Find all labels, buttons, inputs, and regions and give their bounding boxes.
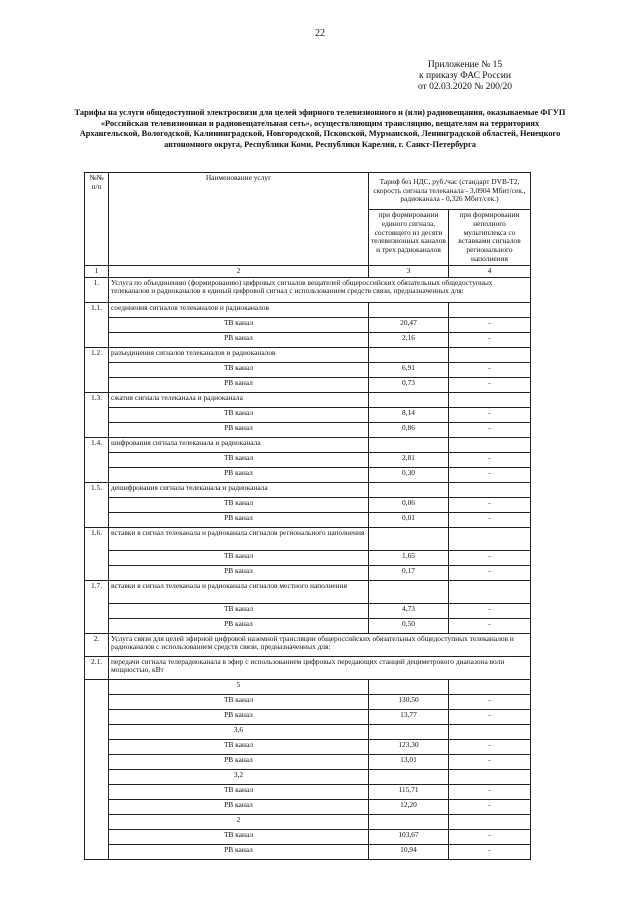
header-row	[85, 173, 531, 210]
item-name: дешифрования сигнала телеканала и радиоканала	[109, 482, 369, 497]
dash: -	[449, 407, 531, 422]
item-num: 1.6.	[85, 527, 109, 580]
rv-label: РВ канал	[109, 512, 369, 527]
table-row	[85, 739, 531, 754]
appendix-reference	[405, 60, 525, 93]
header-index: 1	[85, 265, 109, 277]
table-row	[85, 754, 531, 769]
tv-value: 130,50	[369, 694, 449, 709]
dash: -	[449, 784, 531, 799]
section-2-text: Услуга связи для целей эфирной цифровой наземной трансляции общероссийских обязательных общедоступных телеканалов и радиоканалов с использованием средств связи, предназначенных для:	[109, 633, 531, 656]
power-value: 3,2	[109, 769, 369, 784]
table-row	[85, 769, 531, 784]
header-col4: при формировании неполного мультиплекса со вставками сигналов регионального наполнения	[449, 210, 531, 266]
item-name: сжатия сигнала телеканала и радиоканала	[109, 392, 369, 407]
section-2-1-text: передачи сигнала телерадиоканала в эфир с использованием цифровых передающих станций дециметрового диапазона волн мощностью, кВт	[109, 656, 531, 679]
item-num: 1.4.	[85, 437, 109, 482]
header-index: 2	[109, 265, 369, 277]
header-index: 3	[369, 265, 449, 277]
items-body	[85, 302, 531, 633]
dash: -	[449, 550, 531, 565]
table-row	[85, 347, 531, 362]
tv-value: 6,91	[369, 362, 449, 377]
tv-label: ТВ канал	[109, 784, 369, 799]
tv-value: 2,81	[369, 452, 449, 467]
rv-value: 10,94	[369, 844, 449, 859]
dash: -	[449, 377, 531, 392]
tv-value: 20,47	[369, 317, 449, 332]
tv-label: ТВ канал	[109, 407, 369, 422]
item-name: соединения сигналов телеканалов и радиоканалов	[109, 302, 369, 317]
dash: -	[449, 422, 531, 437]
dash: -	[449, 317, 531, 332]
tv-label: ТВ канал	[109, 694, 369, 709]
item-name: разъединения сигналов телеканалов и радиоканалов	[109, 347, 369, 362]
section-2-1-num: 2.1.	[85, 656, 109, 679]
dash: -	[449, 497, 531, 512]
item-num: 1.5.	[85, 482, 109, 527]
table-row	[85, 302, 531, 317]
table-row	[85, 437, 531, 452]
table-row	[85, 618, 531, 633]
appendix-line-3: от 02.03.2020 № 200/20	[417, 82, 513, 92]
tv-label: ТВ канал	[109, 603, 369, 618]
dash: -	[449, 565, 531, 580]
table-row	[85, 467, 531, 482]
dash: -	[449, 754, 531, 769]
rv-label: РВ канал	[109, 422, 369, 437]
header-name: Наименование услуг	[109, 173, 369, 266]
table-row	[85, 422, 531, 437]
table-row	[85, 814, 531, 829]
rv-value: 13,01	[369, 754, 449, 769]
rv-label: РВ канал	[109, 844, 369, 859]
table-row	[85, 724, 531, 739]
item-name: вставки в сигнал телеканала и радиоканала сигналов регионального наполнения	[109, 527, 369, 550]
header-num: №№ п/п	[85, 173, 109, 266]
rv-label: РВ канал	[109, 377, 369, 392]
tv-value: 123,30	[369, 739, 449, 754]
table-row	[85, 603, 531, 618]
power-value: 2	[109, 814, 369, 829]
table-row	[85, 550, 531, 565]
dash: -	[449, 603, 531, 618]
tv-label: ТВ канал	[109, 452, 369, 467]
dash: -	[449, 467, 531, 482]
tv-label: ТВ канал	[109, 739, 369, 754]
item-name: шифрования сигнала телеканала и радиоканала	[109, 437, 369, 452]
rv-value: 0,17	[369, 565, 449, 580]
section-2-1-row	[85, 656, 531, 679]
item-num: 1.2.	[85, 347, 109, 392]
rv-value: 0,30	[369, 467, 449, 482]
table-row	[85, 512, 531, 527]
rv-label: РВ канал	[109, 332, 369, 347]
rv-label: РВ канал	[109, 799, 369, 814]
table-row	[85, 580, 531, 603]
tv-value: 115,71	[369, 784, 449, 799]
table-row	[85, 844, 531, 859]
rv-value: 13,77	[369, 709, 449, 724]
rv-value: 0,50	[369, 618, 449, 633]
rv-value: 12,20	[369, 799, 449, 814]
dash: -	[449, 362, 531, 377]
dash: -	[449, 618, 531, 633]
rv-label: РВ канал	[109, 467, 369, 482]
rv-value: 0,01	[369, 512, 449, 527]
rv-label: РВ канал	[109, 618, 369, 633]
table-row	[85, 527, 531, 550]
dash: -	[449, 332, 531, 347]
section-2-row	[85, 633, 531, 656]
dash: -	[449, 452, 531, 467]
tv-value: 4,73	[369, 603, 449, 618]
table-row	[85, 679, 531, 694]
dash: -	[449, 512, 531, 527]
header-index: 4	[449, 265, 531, 277]
power-value: 5	[109, 679, 369, 694]
table-row	[85, 392, 531, 407]
table-row	[85, 377, 531, 392]
tariff-table	[84, 172, 531, 860]
dash: -	[449, 844, 531, 859]
table-row	[85, 317, 531, 332]
item-num: 1.7.	[85, 580, 109, 633]
header-col3: при формировании единого сигнала, состоящего из десяти телевизионных каналов и трех радиоканалов	[369, 210, 449, 266]
appendix-line-1: Приложение № 15	[427, 60, 503, 70]
document-title: Тарифы на услуги общедоступной электросвязи для целей эфирного телевизионного и (или) радиовещания, оказываемые ФГУП «Российская телевизионная и радиовещательная сеть», осуществляющим трансляцию, вещателям на территориях Архангельской, Вологодской, Калининградской, Новгородской, Псковской, Мурманской, Ленинградской областей, Ненецкого автономного округа, Республики Коми, Республики Карелия, г. Санкт-Петербурга	[74, 108, 566, 149]
dash: -	[449, 694, 531, 709]
tv-value: 8,14	[369, 407, 449, 422]
rv-value: 2,16	[369, 332, 449, 347]
table-row	[85, 452, 531, 467]
section-1-num: 1.	[85, 277, 109, 302]
table-row	[85, 784, 531, 799]
table-row	[85, 565, 531, 580]
table-row	[85, 362, 531, 377]
tv-label: ТВ канал	[109, 497, 369, 512]
section-1-row	[85, 277, 531, 302]
tv-label: ТВ канал	[109, 362, 369, 377]
table-row	[85, 709, 531, 724]
table-row	[85, 332, 531, 347]
dash: -	[449, 709, 531, 724]
rv-value: 0,86	[369, 422, 449, 437]
dash: -	[449, 799, 531, 814]
tv-value: 103,67	[369, 829, 449, 844]
tv-label: ТВ канал	[109, 550, 369, 565]
dash: -	[449, 739, 531, 754]
rv-label: РВ канал	[109, 754, 369, 769]
item-num: 1.1.	[85, 302, 109, 347]
page-number: 22	[315, 28, 325, 39]
tv-label: ТВ канал	[109, 829, 369, 844]
header-tariff: Тариф без НДС, руб./час (стандарт DVB-T2, скорость сигнала телеканала - 3,0904 Мбит/сек., радиоканала - 0,326 Мбит/сек.)	[369, 173, 531, 210]
dash: -	[449, 829, 531, 844]
table-row	[85, 407, 531, 422]
table-row	[85, 829, 531, 844]
tv-value: 1,65	[369, 550, 449, 565]
power-value: 3,6	[109, 724, 369, 739]
rv-label: РВ канал	[109, 709, 369, 724]
header-index-row	[85, 265, 531, 277]
tv-label: ТВ канал	[109, 317, 369, 332]
appendix-line-2: к приказу ФАС России	[419, 71, 511, 81]
power-body	[85, 679, 531, 859]
item-name: вставки в сигнал телеканала и радиоканала сигналов местного наполнения	[109, 580, 369, 603]
tv-value: 0,06	[369, 497, 449, 512]
item-num: 1.3.	[85, 392, 109, 437]
table-row	[85, 482, 531, 497]
section-1-text: Услуга по объединению (формированию) цифровых сигналов вещателей общероссийских обязательных общедоступных телеканалов и радиоканалов в единый цифровой сигнал с использованием средств связи, предназначенных для:	[109, 277, 531, 302]
table-row	[85, 799, 531, 814]
rv-label: РВ канал	[109, 565, 369, 580]
rv-value: 0,73	[369, 377, 449, 392]
table-row	[85, 497, 531, 512]
table-row	[85, 694, 531, 709]
section-2-num: 2.	[85, 633, 109, 656]
